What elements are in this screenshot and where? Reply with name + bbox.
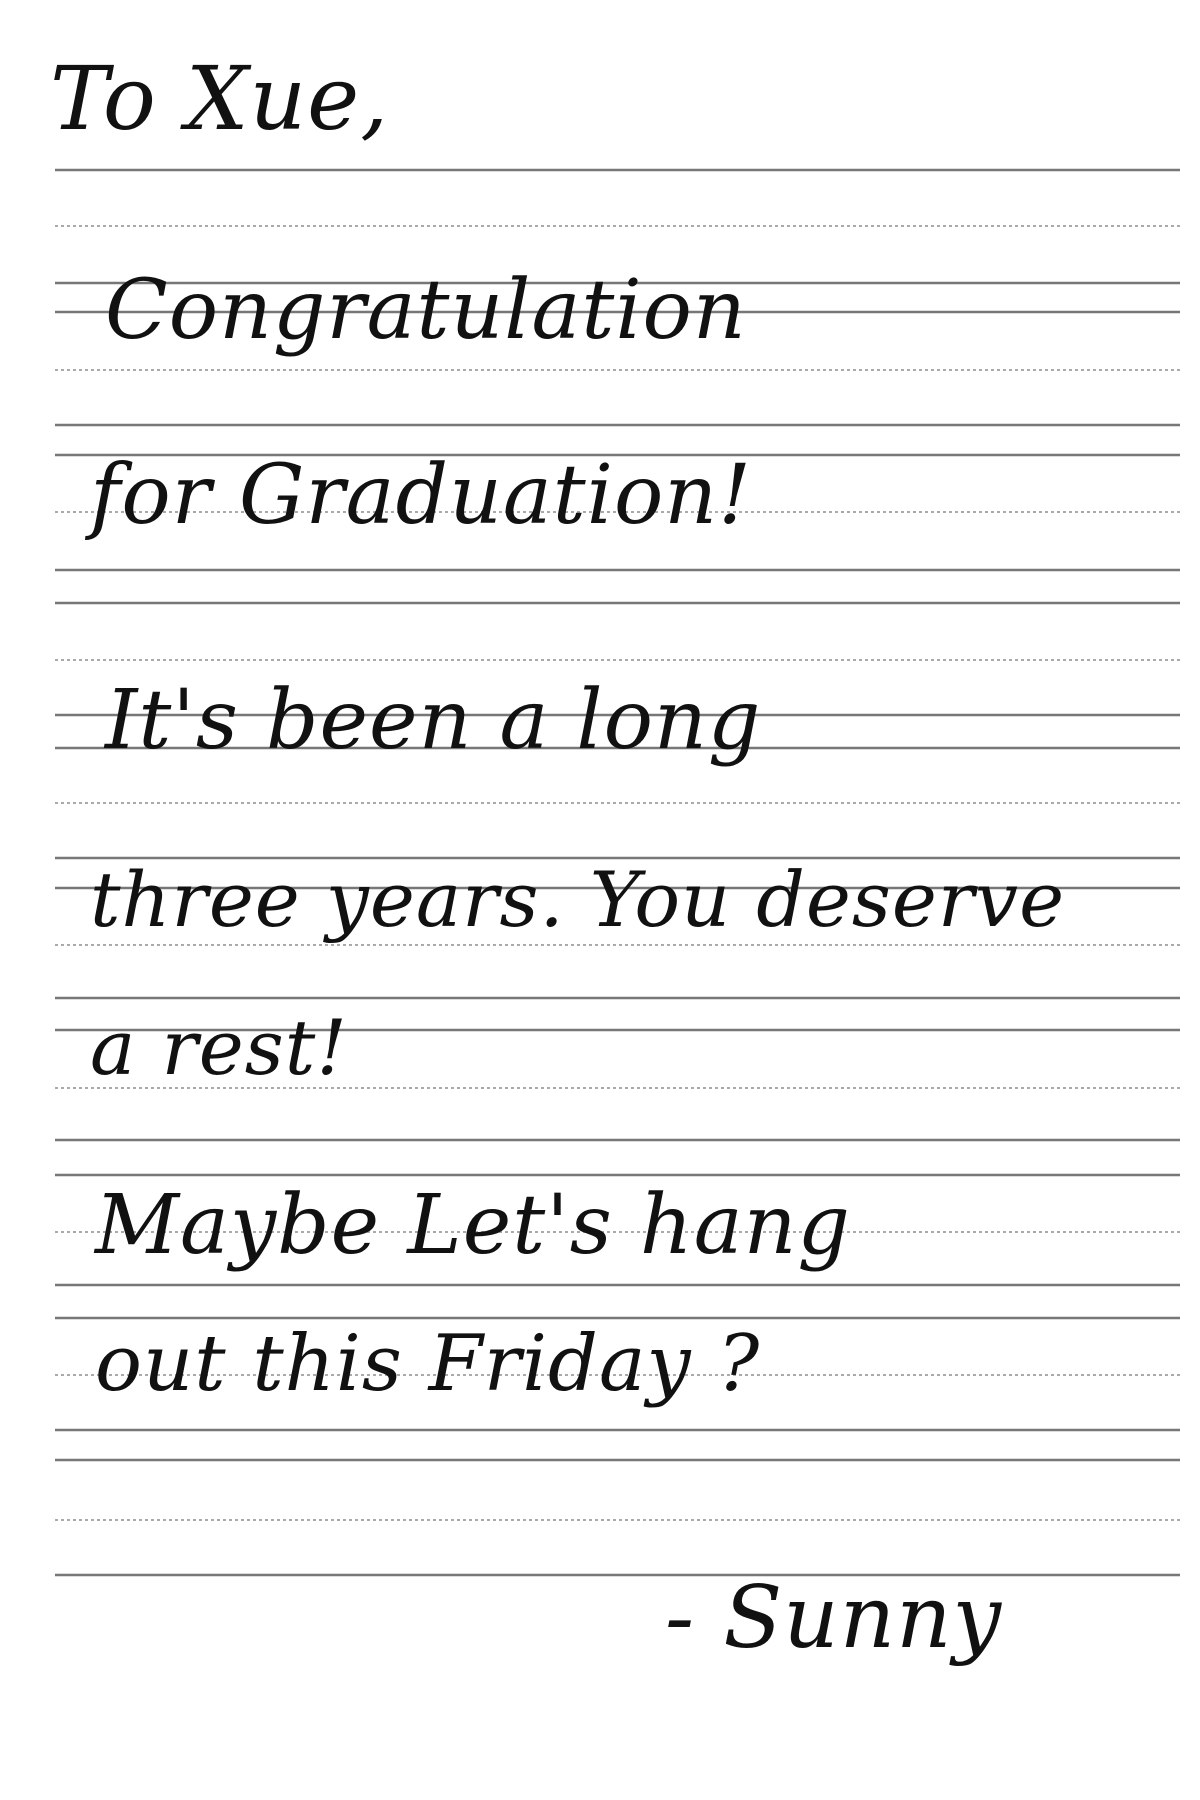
greeting: To Xue, bbox=[50, 47, 390, 150]
paragraph-2-line-3: a rest! bbox=[90, 1003, 348, 1092]
paragraph-3-line-1: Maybe Let's hang bbox=[95, 1178, 851, 1273]
signature: - Sunny bbox=[665, 1568, 1003, 1668]
paragraph-3-line-2: out this Friday ? bbox=[95, 1319, 761, 1409]
paragraph-2-line-2: three years. You deserve bbox=[90, 855, 1066, 944]
paragraph-2-line-1: It's been a long bbox=[105, 673, 762, 768]
paragraph-1-line-1: Congratulation bbox=[105, 263, 747, 358]
paragraph-1-line-2: for Graduation! bbox=[90, 448, 753, 543]
